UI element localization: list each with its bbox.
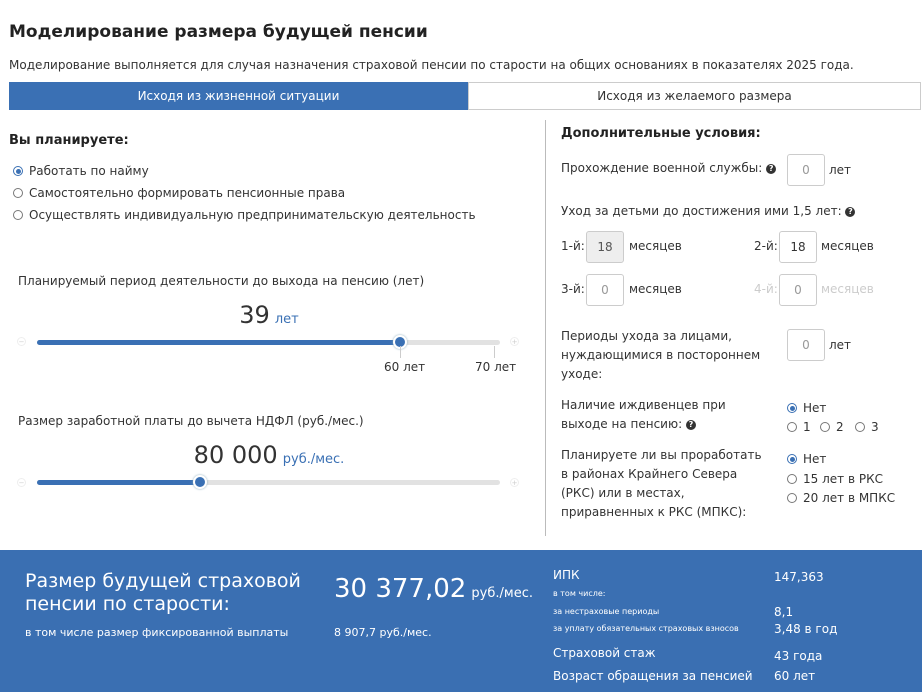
period-value-display [0, 301, 538, 329]
north-mpks[interactable] [787, 491, 895, 505]
help-icon[interactable]: ? [845, 207, 855, 217]
radio-button[interactable] [13, 210, 23, 220]
fixed-value: 8 907,7 руб./мес. [334, 626, 432, 639]
child4-unit: месяцев [821, 282, 874, 296]
plan-heading: Вы планируете: [9, 133, 129, 148]
military-label: Прохождение военной службы: ? [561, 161, 776, 175]
child1-unit: месяцев [629, 239, 682, 253]
help-icon[interactable]: ? [686, 420, 696, 430]
radio-button[interactable] [787, 403, 797, 413]
slider-fill [37, 340, 400, 345]
salary-slider[interactable] [37, 480, 500, 485]
radio-label: Работать по найму [29, 164, 149, 178]
child1-input[interactable]: 18 [586, 231, 624, 263]
care-label: Периоды ухода за лицами, нуждающимися в постороннем уходе: [561, 329, 761, 381]
nonins-label: за нестраховые периоды [553, 607, 660, 616]
slider-thumb[interactable] [193, 475, 207, 489]
tick-mark [400, 346, 401, 358]
radio-label: 15 лет в РКС [803, 472, 883, 486]
child3-label: 3-й: [561, 282, 585, 296]
radio-button[interactable] [787, 493, 797, 503]
radio-button[interactable] [787, 474, 797, 484]
tick-70: 70 лет [475, 360, 517, 374]
north-label: Планируете ли вы проработать в районах Крайнего Севера (РКС) или в местах, приравненных к РКС (МПКС): [561, 448, 762, 519]
age-label: Возраст обращения за пенсией [553, 669, 753, 683]
child2-label: 2-й: [754, 239, 778, 253]
ipk-value: 147,363 [774, 570, 824, 584]
radio-button[interactable] [855, 422, 865, 432]
child3-unit: месяцев [629, 282, 682, 296]
children-label: Уход за детьми до достижения ими 1,5 лет: ? [561, 204, 855, 218]
radio-label: Нет [803, 452, 827, 466]
contrib-value: 3,48 в год [774, 622, 838, 636]
period-slider[interactable] [37, 340, 500, 345]
minus-icon[interactable]: − [18, 479, 25, 487]
period-unit: лет [274, 312, 299, 327]
stazh-label: Страховой стаж [553, 646, 656, 660]
plus-icon[interactable]: + [511, 338, 518, 346]
radio-button[interactable] [13, 166, 23, 176]
dependents-3[interactable] [855, 420, 879, 434]
tab-desired-amount[interactable]: Исходя из желаемого размера [468, 82, 921, 110]
radio-button[interactable] [787, 454, 797, 464]
child4-input[interactable]: 0 [779, 274, 817, 306]
salary-value-display [0, 441, 538, 469]
child3-input[interactable]: 0 [586, 274, 624, 306]
age-value: 60 лет [774, 669, 816, 683]
tick-mark [494, 346, 495, 358]
stazh-value: 43 года [774, 649, 823, 663]
minus-icon[interactable]: − [18, 338, 25, 346]
radio-self[interactable] [13, 186, 345, 200]
column-divider [545, 120, 546, 536]
care-input[interactable]: 0 [787, 329, 825, 361]
radio-button[interactable] [13, 188, 23, 198]
period-value: 39 [239, 301, 270, 329]
care-unit: лет [829, 338, 852, 352]
extra-heading: Дополнительные условия: [561, 126, 761, 141]
child4-label: 4-й: [754, 282, 778, 296]
tab-life-situation[interactable]: Исходя из жизненной ситуации [9, 82, 468, 110]
page-title: Моделирование размера будущей пенсии [9, 22, 428, 42]
radio-label: Самостоятельно формировать пенсионные права [29, 186, 346, 200]
military-input[interactable]: 0 [787, 154, 825, 186]
salary-label: Размер заработной платы до вычета НДФЛ (руб./мес.) [18, 414, 364, 428]
slider-fill [37, 480, 200, 485]
radio-label: 2 [836, 420, 844, 434]
result-panel [0, 550, 922, 692]
dependents-label: Наличие иждивенцев при выходе на пенсию: ? [561, 398, 726, 431]
salary-value: 80 000 [193, 441, 278, 469]
contrib-label: за уплату обязательных страховых взносов [553, 624, 739, 633]
north-none[interactable] [787, 452, 826, 466]
child1-label: 1-й: [561, 239, 585, 253]
incl-label: в том числе: [553, 589, 606, 598]
dependents-2[interactable] [820, 420, 844, 434]
salary-unit: руб./мес. [282, 452, 345, 467]
radio-button[interactable] [787, 422, 797, 432]
radio-label: 1 [803, 420, 811, 434]
dependents-1[interactable] [787, 420, 811, 434]
plus-icon[interactable]: + [511, 479, 518, 487]
radio-ip[interactable] [13, 208, 476, 222]
radio-label: Нет [803, 401, 827, 415]
ipk-label: ИПК [553, 568, 580, 582]
military-unit: лет [829, 163, 852, 177]
tick-60: 60 лет [384, 360, 426, 374]
child2-unit: месяцев [821, 239, 874, 253]
radio-label: 3 [871, 420, 879, 434]
result-title: Размер будущей страховой пенсии по старости: [25, 570, 301, 615]
help-icon[interactable]: ? [766, 164, 776, 174]
radio-button[interactable] [820, 422, 830, 432]
subtitle: Моделирование выполняется для случая назначения страховой пенсии по старости на общих основаниях в показателях 2025 года. [9, 58, 854, 72]
north-rks[interactable] [787, 472, 883, 486]
fixed-label: в том числе размер фиксированной выплаты [25, 626, 289, 639]
child2-input[interactable]: 18 [779, 231, 817, 263]
dependents-none[interactable] [787, 401, 826, 415]
result-amount: 30 377,02 руб./мес. [334, 574, 533, 604]
radio-employment[interactable] [13, 164, 149, 178]
nonins-value: 8,1 [774, 605, 794, 619]
radio-label: Осуществлять индивидуальную предпринимательскую деятельность [29, 208, 476, 222]
period-label: Планируемый период деятельности до выхода на пенсию (лет) [18, 274, 425, 288]
radio-label: 20 лет в МПКС [803, 491, 896, 505]
